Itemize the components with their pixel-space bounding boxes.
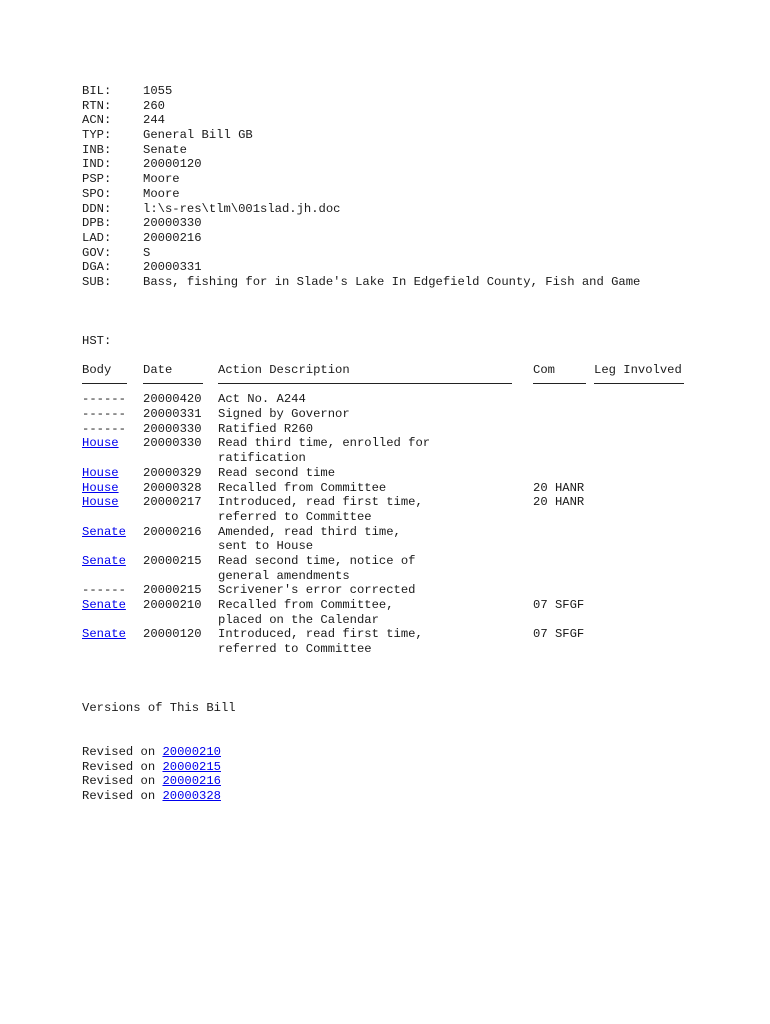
version-link[interactable]: 20000328 xyxy=(162,788,221,803)
body-link[interactable]: Senate xyxy=(82,598,126,612)
date-cell: 20000420 xyxy=(143,392,202,407)
field-value: 20000120 xyxy=(143,157,202,172)
table-row xyxy=(82,525,742,540)
table-row xyxy=(82,598,742,613)
field-label: IND: xyxy=(82,157,112,172)
version-prefix: Revised on xyxy=(82,759,156,774)
action-cell: Signed by Governor xyxy=(218,407,350,422)
table-row xyxy=(82,495,742,510)
header-leg: Leg Involved xyxy=(594,363,682,377)
field-value: Moore xyxy=(143,172,180,187)
table-row xyxy=(82,436,742,451)
version-prefix: Revised on xyxy=(82,788,156,803)
date-cell: 20000215 xyxy=(143,583,202,598)
table-row xyxy=(82,554,742,569)
table-row xyxy=(82,569,742,584)
field-row xyxy=(82,202,742,217)
body-link[interactable]: Senate xyxy=(82,524,126,539)
field-value: l:\s-res\tlm\001slad.jh.doc xyxy=(143,201,341,216)
table-row xyxy=(82,407,742,422)
history-header xyxy=(82,363,742,378)
table-row xyxy=(82,422,742,437)
rule-body xyxy=(82,383,127,384)
rule-date xyxy=(143,383,203,384)
action-cell: Introduced, read first time, xyxy=(218,627,423,642)
header-body: Body xyxy=(82,363,112,377)
action-cell: placed on the Calendar xyxy=(218,612,379,627)
date-cell: 20000215 xyxy=(143,553,202,568)
field-label: LAD: xyxy=(82,230,112,245)
bill-fields xyxy=(82,84,742,290)
field-label: DGA: xyxy=(82,260,112,275)
action-cell: general amendments xyxy=(218,568,350,583)
field-row xyxy=(82,143,742,158)
body-cell: ------ xyxy=(82,407,126,422)
com-cell: 07 SFGF xyxy=(533,598,585,612)
table-row xyxy=(82,539,742,554)
table-row xyxy=(82,627,742,642)
date-cell: 20000216 xyxy=(143,524,202,539)
table-row xyxy=(82,613,742,628)
table-row xyxy=(82,510,742,525)
field-row xyxy=(82,99,742,114)
field-value: 260 xyxy=(143,98,165,113)
field-label: ACN: xyxy=(82,113,112,128)
version-link[interactable]: 20000210 xyxy=(162,744,221,759)
history-table xyxy=(82,392,742,656)
date-cell: 20000331 xyxy=(143,407,202,422)
field-label: BIL: xyxy=(82,84,112,98)
body-link[interactable]: House xyxy=(82,465,119,480)
field-value: General Bill GB xyxy=(143,128,253,143)
version-link[interactable]: 20000216 xyxy=(162,774,221,789)
field-label: GOV: xyxy=(82,245,112,260)
field-row xyxy=(82,157,742,172)
field-value: 20000330 xyxy=(143,216,202,231)
action-cell: Read second time, notice of xyxy=(218,553,416,568)
action-cell: Recalled from Committee, xyxy=(218,598,394,612)
bill-document xyxy=(82,84,742,804)
date-cell: 20000210 xyxy=(143,598,202,612)
version-item xyxy=(82,774,742,789)
action-cell: Read third time, enrolled for xyxy=(218,436,431,451)
action-cell: Ratified R260 xyxy=(218,421,314,436)
field-row xyxy=(82,128,742,143)
action-cell: Read second time xyxy=(218,465,336,480)
action-cell: Recalled from Committee xyxy=(218,480,387,495)
field-row xyxy=(82,172,742,187)
com-cell: 20 HANR xyxy=(533,495,585,510)
action-cell: referred to Committee xyxy=(218,642,372,657)
com-cell: 20 HANR xyxy=(533,480,585,495)
version-item xyxy=(82,760,742,775)
version-item xyxy=(82,789,742,804)
field-label: DPB: xyxy=(82,216,112,231)
table-row xyxy=(82,392,742,407)
field-value: Bass, fishing for in Slade's Lake In Edgefield County, Fish and Game xyxy=(143,274,641,289)
date-cell: 20000217 xyxy=(143,495,202,510)
header-action: Action Description xyxy=(218,363,350,377)
table-row xyxy=(82,481,742,496)
field-value: 20000331 xyxy=(143,260,202,275)
field-value: 20000216 xyxy=(143,230,202,245)
version-prefix: Revised on xyxy=(82,774,156,789)
field-label: PSP: xyxy=(82,172,112,187)
table-row xyxy=(82,451,742,466)
rule-leg xyxy=(594,383,684,384)
action-cell: Scrivener's error corrected xyxy=(218,583,416,598)
body-cell: ------ xyxy=(82,421,126,436)
field-row xyxy=(82,187,742,202)
date-cell: 20000328 xyxy=(143,480,202,495)
version-prefix: Revised on xyxy=(82,744,156,759)
date-cell: 20000329 xyxy=(143,465,202,480)
action-cell: Act No. A244 xyxy=(218,392,306,407)
action-cell: sent to House xyxy=(218,539,314,554)
field-label: SUB: xyxy=(82,274,112,289)
field-label: TYP: xyxy=(82,128,112,143)
header-rules xyxy=(82,378,742,393)
versions-list xyxy=(82,745,742,804)
field-label: DDN: xyxy=(82,201,112,216)
rule-action xyxy=(218,383,512,384)
field-row xyxy=(82,260,742,275)
field-value: 1055 xyxy=(143,84,173,98)
body-link[interactable]: House xyxy=(82,480,119,495)
table-row xyxy=(82,642,742,657)
body-link[interactable]: Senate xyxy=(82,627,126,642)
date-cell: 20000330 xyxy=(143,436,202,451)
action-cell: referred to Committee xyxy=(218,509,372,524)
action-cell: Introduced, read first time, xyxy=(218,495,423,510)
header-date: Date xyxy=(143,363,173,377)
field-label: RTN: xyxy=(82,98,112,113)
version-link[interactable]: 20000215 xyxy=(162,759,221,774)
table-row xyxy=(82,583,742,598)
versions-title: Versions of This Bill xyxy=(82,700,236,715)
field-row xyxy=(82,231,742,246)
field-value: S xyxy=(143,245,151,260)
history-label: HST: xyxy=(82,333,112,348)
date-cell: 20000120 xyxy=(143,627,202,642)
body-cell: ------ xyxy=(82,392,126,407)
field-value: Senate xyxy=(143,142,187,157)
action-cell: ratification xyxy=(218,451,306,466)
version-item xyxy=(82,745,742,760)
field-label: INB: xyxy=(82,142,112,157)
field-label: SPO: xyxy=(82,186,112,201)
rule-com xyxy=(533,383,586,384)
header-com: Com xyxy=(533,363,555,377)
field-row xyxy=(82,216,742,231)
table-row xyxy=(82,466,742,481)
field-row xyxy=(82,246,742,261)
date-cell: 20000330 xyxy=(143,421,202,436)
field-value: 244 xyxy=(143,113,165,128)
field-row xyxy=(82,113,742,128)
body-cell: ------ xyxy=(82,583,126,598)
com-cell: 07 SFGF xyxy=(533,627,585,642)
body-link[interactable]: Senate xyxy=(82,553,126,568)
body-link[interactable]: House xyxy=(82,495,119,510)
field-row xyxy=(82,275,742,290)
body-link[interactable]: House xyxy=(82,436,119,451)
field-value: Moore xyxy=(143,186,180,201)
action-cell: Amended, read third time, xyxy=(218,524,401,539)
field-row xyxy=(82,84,742,99)
